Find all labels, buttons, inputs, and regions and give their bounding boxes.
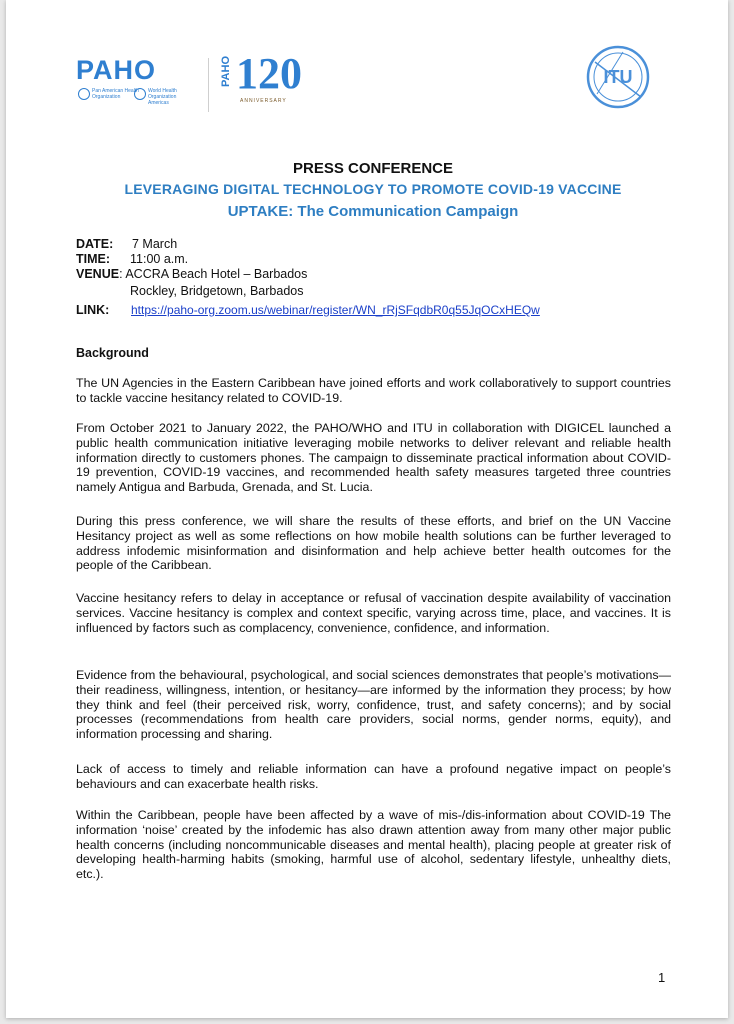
paragraph-1: The UN Agencies in the Eastern Caribbean have joined efforts and work collaboratively to support countries to tackle vaccine hesitancy related to COVID-19.	[76, 376, 671, 405]
venue-value: : ACCRA Beach Hotel – Barbados	[119, 267, 308, 281]
date-label: DATE:	[76, 237, 114, 251]
paragraph-5: Evidence from the behavioural, psychological, and social sciences demonstrates that people’s motivations—their readiness, willingness, intention, or hesitancy—are informed by the information they process; by how they think and feel (their perceived risk, worry, confidence, trust, and safety concerns); and by social processes (recommendations from health care providers, social norms, gender norms, equity), and information processing and sharing.	[76, 668, 671, 742]
time-row	[76, 252, 188, 267]
time-label: TIME:	[76, 252, 111, 266]
campaign-title-line1: LEVERAGING DIGITAL TECHNOLOGY TO PROMOTE COVID-19 VACCINE	[124, 181, 622, 197]
background-heading: Background	[76, 346, 149, 360]
time-value: 11:00 a.m.	[130, 252, 189, 266]
venue-label: VENUE	[76, 267, 120, 281]
paho-120-number: 120	[236, 49, 302, 98]
paho-wordmark: PAHO	[76, 55, 157, 85]
itu-logo-icon	[583, 42, 653, 112]
paho-logo	[76, 55, 190, 113]
venue-row	[76, 267, 307, 282]
paragraph-6: Lack of access to timely and reliable information can have a profound negative impact on people’s behaviours and can exacerbate health risks.	[76, 762, 671, 791]
paho-subtitle-right: World Health Organization Americas	[148, 88, 177, 106]
paragraph-7: Within the Caribbean, people have been affected by a wave of mis-/dis-information about COVID-19 The information ‘noise’ created by the infodemic has also drawn attention away from many other major public health concerns (including noncommunicable diseases and mental health), placing people at greater risk of developing health-harming habits (smoking, harmful use of alcohol, sedentary lifestyle, unhealthy diets, etc.).	[76, 808, 671, 882]
link-label: LINK:	[76, 303, 110, 317]
paragraph-4: Vaccine hesitancy refers to delay in acceptance or refusal of vaccination despite availability of vaccination services. Vaccine hesitancy is complex and context specific, varying across time, place, and vaccines. It is influenced by factors such as complacency, convenience, confidence, and information.	[76, 591, 671, 635]
venue-address: Rockley, Bridgetown, Barbados	[130, 284, 304, 298]
campaign-title-line2: UPTAKE: The Communication Campaign	[227, 203, 519, 220]
paragraph-2: From October 2021 to January 2022, the PAHO/WHO and ITU in collaboration with DIGICEL launched a public health communication initiative leveraging mobile networks to deliver relevant and reliable health information directly to customers phones. The campaign to disseminate practical information about COVID-19 prevention, COVID-19 vaccines, and recommended health safety measures targeted three countries namely Antigua and Barbuda, Grenada, and St. Lucia.	[76, 421, 671, 495]
press-conference-title: PRESS CONFERENCE	[292, 160, 454, 177]
logo-divider	[208, 58, 209, 112]
document-page	[6, 0, 728, 1018]
page-number: 1	[658, 970, 666, 985]
date-value: 7 March	[132, 237, 178, 251]
webinar-registration-link[interactable]: https://paho-org.zoom.us/webinar/register/WN_rRjSFqdbR0q55JqOCxHEQw	[131, 303, 540, 317]
paho-120-vertical-text: PAHO	[220, 56, 232, 87]
paho-120-anniversary: ANNIVERSARY	[240, 98, 287, 104]
paho-subtitle-left: Pan American Health Organization	[92, 88, 139, 100]
link-row	[76, 303, 540, 318]
paho-globe-icon	[78, 88, 90, 100]
date-row	[76, 237, 177, 252]
paho-120-logo	[220, 46, 312, 116]
paragraph-3: During this press conference, we will share the results of these efforts, and brief on the UN Vaccine Hesitancy project as well as some reflections on how mobile health solutions can be further leveraged to address infodemic misinformation and disinformation and help achieve better health outcomes for the people of the Caribbean.	[76, 514, 671, 573]
who-globe-icon	[134, 88, 146, 100]
itu-text: ITU	[603, 67, 633, 87]
